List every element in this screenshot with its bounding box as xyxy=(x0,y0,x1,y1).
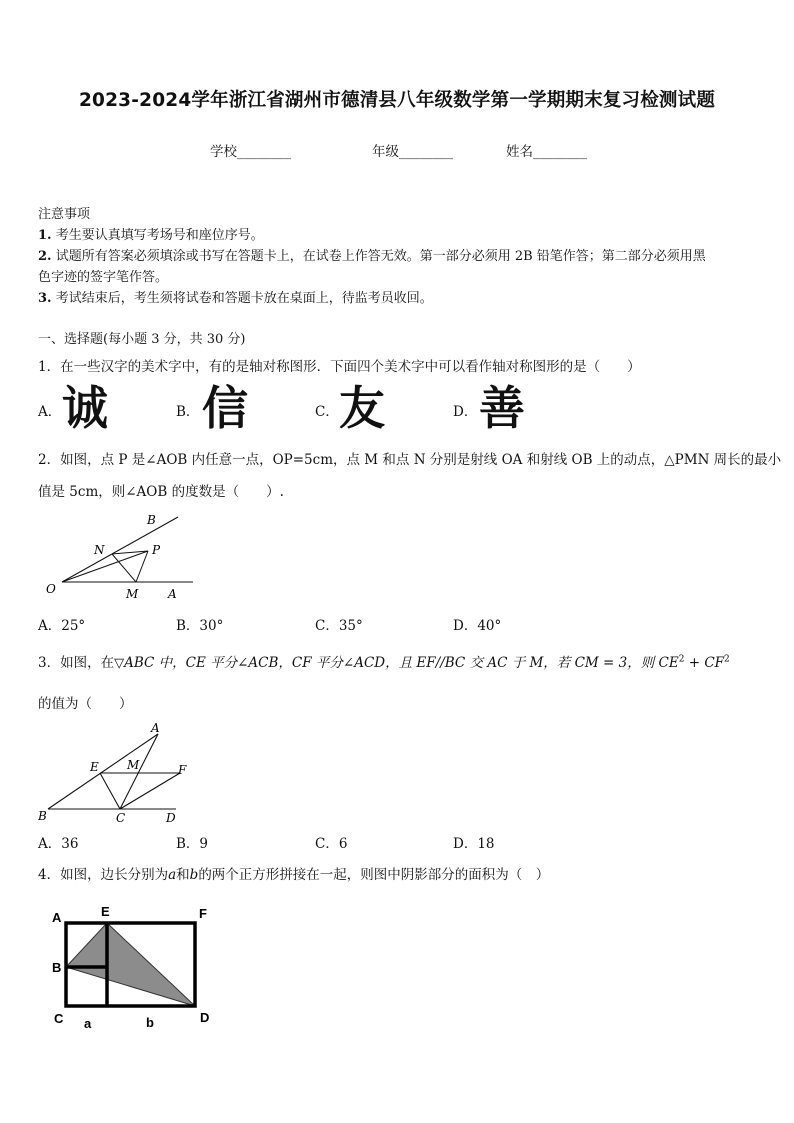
q4-text xyxy=(38,863,549,883)
note-1 xyxy=(38,224,264,243)
q2-option-b: B．30° xyxy=(176,618,224,634)
segment-pm xyxy=(136,551,148,582)
page-title: 2023-2024学年浙江省湖州市德清县八年级数学第一学期期末复习检测试题 xyxy=(78,90,716,111)
q1-option-b-label: B． xyxy=(176,404,200,420)
note-3-text: 考试结束后，考生须将试卷和答题卡放在桌面上，待监考员收回。 xyxy=(55,291,433,306)
label-c: C xyxy=(54,1011,64,1026)
note-2 xyxy=(38,245,706,264)
label-p: P xyxy=(152,543,161,557)
q3-option-a: A．36 xyxy=(38,836,79,852)
q3-option-c: C．6 xyxy=(315,836,348,852)
shaded-region xyxy=(66,923,195,1006)
q2-option-c: C．35° xyxy=(315,618,363,634)
q3-text-mid: CE 平分∠ACB，CF 平分∠ACD，且 EF//BC 交 AC 于 M，若 CM = 3，则 CE xyxy=(185,655,679,671)
q3-text-line1 xyxy=(38,651,730,671)
section-heading: 一、选择题(每小题 3 分，共 30 分) xyxy=(38,332,246,347)
triangle-symbol: ▽ xyxy=(114,656,125,671)
label-b: B xyxy=(52,960,62,975)
q3-text-start: 3．如图，在 xyxy=(38,655,115,671)
q1-option-c-label: C． xyxy=(315,404,339,420)
note-2-text: 试题所有答案必须填涂或书写在答题卡上，在试卷上作答无效。第一部分必须用 2B 铅笔作答；第二部分必须用黑 xyxy=(55,249,706,264)
label-m: M xyxy=(127,758,140,772)
q2-option-d: D．40° xyxy=(453,618,502,634)
label-a: A xyxy=(52,910,62,925)
q1-option-c-char: 友 xyxy=(339,381,385,435)
note-1-text: 考生要认真填写考场号和座位序号。 xyxy=(55,228,264,243)
q3-option-d: D．18 xyxy=(453,836,495,852)
q1-option-d-char: 善 xyxy=(479,381,525,435)
q3-plus-cf: + CF xyxy=(684,655,725,671)
q3-sup-1: 2 xyxy=(678,654,685,665)
name-field: 姓名________ xyxy=(506,144,587,160)
label-f: F xyxy=(199,906,207,921)
label-e: E xyxy=(90,760,99,774)
q3-sup-2: 2 xyxy=(724,654,730,665)
q4-text-and: 和 xyxy=(176,867,190,883)
q2-text-line1: 2．如图，点 P 是∠AOB 内任意一点，OP=5cm，点 M 和点 N 分别是射线 OA 和射线 OB 上的动点，△PMN 周长的最小 xyxy=(38,452,782,468)
note-3 xyxy=(38,287,433,306)
q1-option-b-char: 信 xyxy=(202,381,248,435)
q3-triangle-name: ABC 中， xyxy=(124,655,186,671)
label-a: A xyxy=(168,587,177,601)
label-m: M xyxy=(126,587,139,601)
ray-ob xyxy=(62,517,178,582)
label-e: E xyxy=(101,904,110,919)
label-c: C xyxy=(116,811,126,825)
q3-text-line2: 的值为（ ） xyxy=(38,696,133,712)
label-b: B xyxy=(38,809,47,823)
label-d: D xyxy=(166,811,176,825)
label-o: O xyxy=(46,582,56,596)
segment-ec xyxy=(100,773,120,809)
q1-option-a-label: A． xyxy=(38,404,62,420)
q1-option-a-char: 诚 xyxy=(62,381,108,435)
segment-nm xyxy=(112,554,136,582)
label-b: B xyxy=(147,513,156,527)
q2-text-line2: 值是 5cm，则∠AOB 的度数是（ ）. xyxy=(38,484,284,500)
label-f: F xyxy=(178,763,187,777)
q4-text-end: 的两个正方形拼接在一起，则图中阴影部分的面积为（ ） xyxy=(198,867,550,883)
label-side-a: a xyxy=(84,1016,92,1031)
q4-var-a: a xyxy=(168,867,177,883)
q3-figure xyxy=(34,718,204,828)
q4-text-start: 4．如图，边长分别为 xyxy=(38,867,169,883)
q2-figure xyxy=(40,508,210,603)
note-2-number: 2. xyxy=(38,249,52,264)
notes-heading: 注意事项 xyxy=(38,207,91,222)
label-d: D xyxy=(200,1010,210,1025)
grade-field: 年级________ xyxy=(372,144,453,160)
note-2-continued: 色字迹的签字笔作答。 xyxy=(38,270,169,285)
q1-option-d-label: D． xyxy=(453,404,478,420)
q4-var-b: b xyxy=(189,867,199,883)
segment-ba xyxy=(48,734,158,809)
school-field: 学校________ xyxy=(210,144,291,160)
q3-option-b: B．9 xyxy=(176,836,209,852)
segment-op xyxy=(62,551,148,582)
label-n: N xyxy=(94,543,105,557)
note-1-number: 1. xyxy=(38,228,52,243)
q4-figure xyxy=(44,898,224,1038)
note-3-number: 3. xyxy=(38,291,52,306)
q2-option-a: A．25° xyxy=(38,618,86,634)
q1-text: 1．在一些汉字的美术字中，有的是轴对称图形．下面四个美术字中可以看作轴对称图形的是（ ） xyxy=(38,359,641,375)
label-side-b: b xyxy=(146,1015,154,1030)
label-a: A xyxy=(151,721,160,735)
